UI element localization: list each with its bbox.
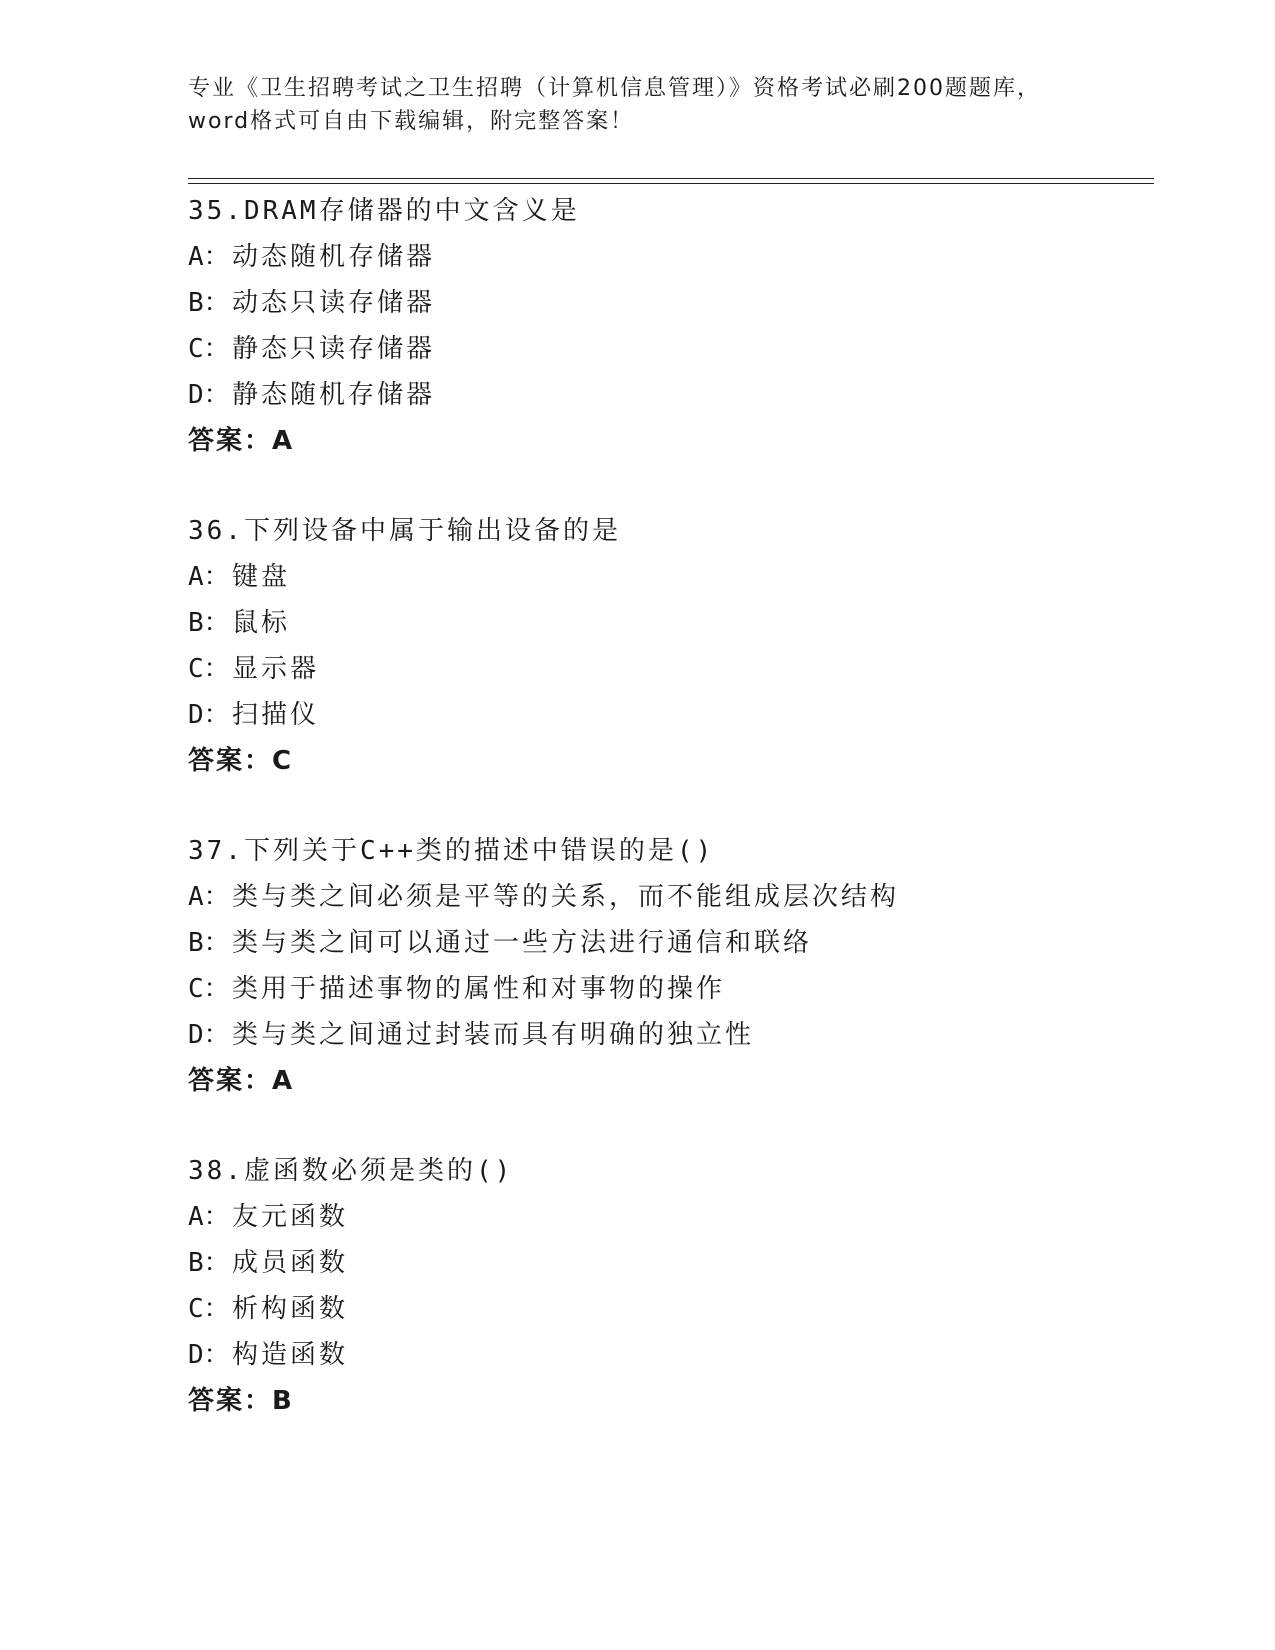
option-text: 静态随机存储器 [232,380,436,410]
option-letter: B： [188,1248,230,1278]
option-b [188,280,1148,326]
question-block [188,1148,1148,1424]
option-a [188,554,1148,600]
option-letter: C： [188,1294,230,1324]
option-text: 析构函数 [232,1294,349,1324]
option-letter: A： [188,882,230,912]
option-d [188,1012,1148,1058]
option-letter: A： [188,1202,230,1232]
option-text: 显示器 [232,654,320,684]
option-text: 静态只读存储器 [232,334,436,364]
option-a [188,874,1148,920]
question-block [188,188,1148,464]
option-c [188,326,1148,372]
option-d [188,692,1148,738]
option-c [188,966,1148,1012]
question-stem: 36.下列设备中属于输出设备的是 [188,516,621,546]
option-b [188,1240,1148,1286]
option-letter: A： [188,242,230,272]
option-c [188,1286,1148,1332]
option-a [188,1194,1148,1240]
option-text: 扫描仪 [232,700,320,730]
header-line-1: 专业《卫生招聘考试之卫生招聘（计算机信息管理）》资格考试必刷200题题库， [188,76,1041,101]
option-text: 动态只读存储器 [232,288,436,318]
option-text: 鼠标 [232,608,291,638]
option-text: 类与类之间可以通过一些方法进行通信和联络 [232,928,813,958]
header-line-2: word格式可自由下载编辑，附完整答案！ [188,109,635,134]
option-letter: B： [188,608,230,638]
option-c [188,646,1148,692]
option-letter: A： [188,562,230,592]
option-text: 类用于描述事物的属性和对事物的操作 [232,974,726,1004]
option-text: 友元函数 [232,1202,349,1232]
option-text: 类与类之间通过封装而具有明确的独立性 [232,1020,755,1050]
option-letter: D： [188,380,230,410]
option-b [188,600,1148,646]
option-d [188,1332,1148,1378]
question-block [188,508,1148,784]
header-divider-bottom [188,183,1154,184]
header-divider-top [188,178,1154,179]
option-text: 构造函数 [232,1340,349,1370]
option-d [188,372,1148,418]
option-letter: D： [188,1020,230,1050]
option-text: 键盘 [232,562,291,592]
option-letter: D： [188,1340,230,1370]
document-header [188,72,1108,138]
option-letter: C： [188,974,230,1004]
option-b [188,920,1148,966]
option-letter: C： [188,334,230,364]
answer-line: 答案：B [188,1386,294,1416]
option-text: 成员函数 [232,1248,349,1278]
answer-line: 答案：C [188,746,294,776]
question-stem: 38.虚函数必须是类的() [188,1156,514,1186]
option-text: 动态随机存储器 [232,242,436,272]
option-letter: B： [188,288,230,318]
option-text: 类与类之间必须是平等的关系，而不能组成层次结构 [232,882,900,912]
answer-line: 答案：A [188,426,295,456]
option-letter: C： [188,654,230,684]
option-a [188,234,1148,280]
question-stem: 37.下列关于C++类的描述中错误的是() [188,836,715,866]
option-letter: B： [188,928,230,958]
question-block [188,828,1148,1104]
option-letter: D： [188,700,230,730]
question-stem: 35.DRAM存储器的中文含义是 [188,196,580,226]
answer-line: 答案：A [188,1066,295,1096]
